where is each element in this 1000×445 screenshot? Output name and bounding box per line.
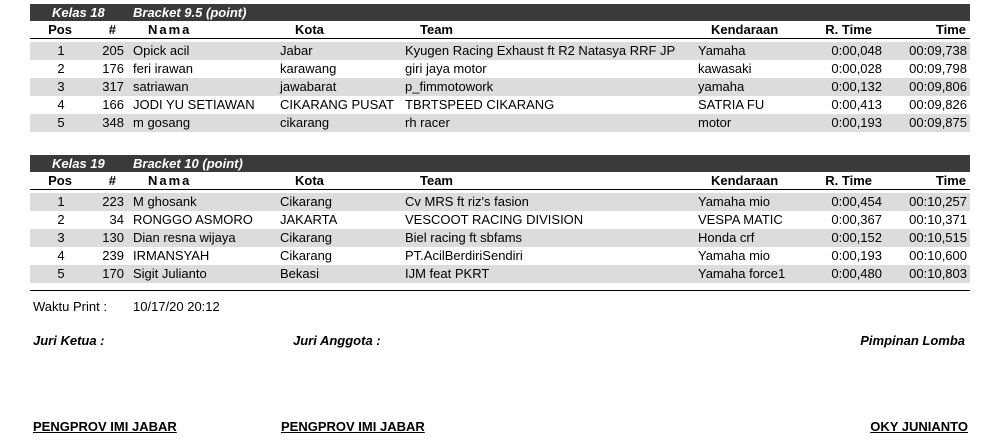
nama-cell: Sigit Julianto xyxy=(133,266,207,281)
pimpinan-lomba-label: Pimpinan Lomba xyxy=(860,333,965,348)
print-time-label: Waktu Print : xyxy=(33,299,107,314)
results-section-kelas-19 xyxy=(30,155,970,291)
pos-cell: 1 xyxy=(57,43,65,58)
col-team-header: Team xyxy=(420,173,453,188)
kendaraan-cell: Yamaha xyxy=(698,43,746,58)
nama-cell: satriawan xyxy=(133,79,189,94)
time-cell: 00:10,371 xyxy=(909,212,967,227)
class-header-bar xyxy=(30,155,970,172)
table-row xyxy=(30,229,970,247)
table-row xyxy=(30,78,970,96)
nama-cell: feri irawan xyxy=(133,61,193,76)
team-cell: Cv MRS ft riz's fasion xyxy=(405,194,529,209)
col-time-header: Time xyxy=(935,22,966,37)
col-kota-header: Kota xyxy=(295,173,324,188)
pos-cell: 4 xyxy=(57,97,65,112)
rtime-cell: 0:00,480 xyxy=(831,266,882,281)
number-cell: 176 xyxy=(102,61,124,76)
rtime-cell: 0:00,193 xyxy=(831,248,882,263)
number-cell: 34 xyxy=(109,212,124,227)
team-cell: TBRTSPEED CIKARANG xyxy=(405,97,555,112)
table-row xyxy=(30,193,970,211)
juri-ketua-label: Juri Ketua : xyxy=(33,333,105,348)
kota-cell: CIKARANG PUSAT xyxy=(280,97,394,112)
col-rtime-header: R. Time xyxy=(825,22,872,37)
col-kendaraan-header: Kendaraan xyxy=(711,173,779,188)
col-number-header: # xyxy=(108,173,116,188)
pos-cell: 1 xyxy=(57,194,65,209)
number-cell: 166 xyxy=(102,97,124,112)
kota-cell: Cikarang xyxy=(280,194,333,209)
rtime-cell: 0:00,193 xyxy=(831,115,882,130)
table-bottom-rule xyxy=(30,290,970,291)
team-cell: VESCOOT RACING DIVISION xyxy=(405,212,584,227)
kendaraan-cell: Yamaha mio xyxy=(698,194,771,209)
team-cell: PT.AcilBerdiriSendiri xyxy=(405,248,523,263)
kendaraan-cell: motor xyxy=(698,115,732,130)
kendaraan-cell: VESPA MATIC xyxy=(698,212,783,227)
kota-cell: jawabarat xyxy=(280,79,337,94)
rtime-cell: 0:00,152 xyxy=(831,230,882,245)
signatory-org-2: PENGPROV IMI JABAR xyxy=(281,419,425,434)
kendaraan-cell: SATRIA FU xyxy=(698,97,765,112)
team-cell: rh racer xyxy=(405,115,450,130)
juri-anggota-label: Juri Anggota : xyxy=(293,333,381,348)
col-number-header: # xyxy=(108,22,116,37)
number-cell: 239 xyxy=(102,248,124,263)
number-cell: 223 xyxy=(102,194,124,209)
class-label: Kelas 18 xyxy=(52,5,105,20)
time-cell: 00:09,738 xyxy=(909,43,967,58)
pos-cell: 5 xyxy=(57,266,65,281)
time-cell: 00:09,798 xyxy=(909,61,967,76)
rtime-cell: 0:00,048 xyxy=(831,43,882,58)
kendaraan-cell: yamaha xyxy=(698,79,745,94)
rtime-cell: 0:00,454 xyxy=(831,194,882,209)
bracket-label: Bracket 10 (point) xyxy=(133,156,243,171)
rtime-cell: 0:00,367 xyxy=(831,212,882,227)
kendaraan-cell: Honda crf xyxy=(698,230,755,245)
signatory-pimpinan-name: OKY JUNIANTO xyxy=(870,419,968,434)
pos-cell: 4 xyxy=(57,248,65,263)
print-time-value: 10/17/20 20:12 xyxy=(133,299,220,314)
col-pos-header: Pos xyxy=(48,173,72,188)
pos-cell: 5 xyxy=(57,115,65,130)
team-cell: giri jaya motor xyxy=(405,61,487,76)
kota-cell: Jabar xyxy=(280,43,313,58)
team-cell: p_fimmotowork xyxy=(405,79,494,94)
table-row xyxy=(30,42,970,60)
kendaraan-cell: Yamaha force1 xyxy=(698,266,786,281)
table-row xyxy=(30,247,970,265)
pos-cell: 2 xyxy=(57,61,65,76)
col-team-header: Team xyxy=(420,22,453,37)
kota-cell: karawang xyxy=(280,61,337,76)
nama-cell: Opick acil xyxy=(133,43,190,58)
rtime-cell: 0:00,028 xyxy=(831,61,882,76)
time-cell: 00:10,600 xyxy=(909,248,967,263)
nama-cell: m gosang xyxy=(133,115,191,130)
table-row xyxy=(30,60,970,78)
time-cell: 00:10,803 xyxy=(909,266,967,281)
number-cell: 348 xyxy=(102,115,124,130)
time-cell: 00:10,257 xyxy=(909,194,967,209)
rtime-cell: 0:00,132 xyxy=(831,79,882,94)
col-pos-header: Pos xyxy=(48,22,72,37)
class-header-bar xyxy=(30,4,970,21)
kota-cell: JAKARTA xyxy=(280,212,338,227)
signatory-org-1: PENGPROV IMI JABAR xyxy=(33,419,177,434)
column-header-row xyxy=(30,21,970,39)
nama-cell: Dian resna wijaya xyxy=(133,230,236,245)
table-row xyxy=(30,211,970,229)
kota-cell: Cikarang xyxy=(280,248,333,263)
number-cell: 170 xyxy=(102,266,124,281)
team-cell: IJM feat PKRT xyxy=(405,266,490,281)
table-row xyxy=(30,96,970,114)
time-cell: 00:09,826 xyxy=(909,97,967,112)
kendaraan-cell: Yamaha mio xyxy=(698,248,771,263)
rtime-cell: 0:00,413 xyxy=(831,97,882,112)
kota-cell: Bekasi xyxy=(280,266,320,281)
time-cell: 00:09,806 xyxy=(909,79,967,94)
col-nama-header: Nama xyxy=(148,22,192,37)
col-rtime-header: R. Time xyxy=(825,173,872,188)
team-cell: Biel racing ft sbfams xyxy=(405,230,523,245)
pos-cell: 3 xyxy=(57,230,65,245)
number-cell: 205 xyxy=(102,43,124,58)
column-header-row xyxy=(30,172,970,190)
number-cell: 317 xyxy=(102,79,124,94)
bracket-label: Bracket 9.5 (point) xyxy=(133,5,247,20)
nama-cell: IRMANSYAH xyxy=(133,248,210,263)
results-section-kelas-18 xyxy=(30,4,970,132)
time-cell: 00:10,515 xyxy=(909,230,967,245)
nama-cell: M ghosank xyxy=(133,194,197,209)
table-row xyxy=(30,114,970,132)
col-kota-header: Kota xyxy=(295,22,324,37)
number-cell: 130 xyxy=(102,230,124,245)
col-time-header: Time xyxy=(935,173,966,188)
class-label: Kelas 19 xyxy=(52,156,105,171)
table-row xyxy=(30,265,970,283)
col-nama-header: Nama xyxy=(148,173,192,188)
pos-cell: 2 xyxy=(57,212,65,227)
nama-cell: JODI YU SETIAWAN xyxy=(133,97,255,112)
time-cell: 00:09,875 xyxy=(909,115,967,130)
kota-cell: cikarang xyxy=(280,115,330,130)
kendaraan-cell: kawasaki xyxy=(698,61,752,76)
col-kendaraan-header: Kendaraan xyxy=(711,22,779,37)
team-cell: Kyugen Racing Exhaust ft R2 Natasya RRF JP xyxy=(405,43,676,58)
nama-cell: RONGGO ASMORO xyxy=(133,212,253,227)
pos-cell: 3 xyxy=(57,79,65,94)
kota-cell: Cikarang xyxy=(280,230,333,245)
